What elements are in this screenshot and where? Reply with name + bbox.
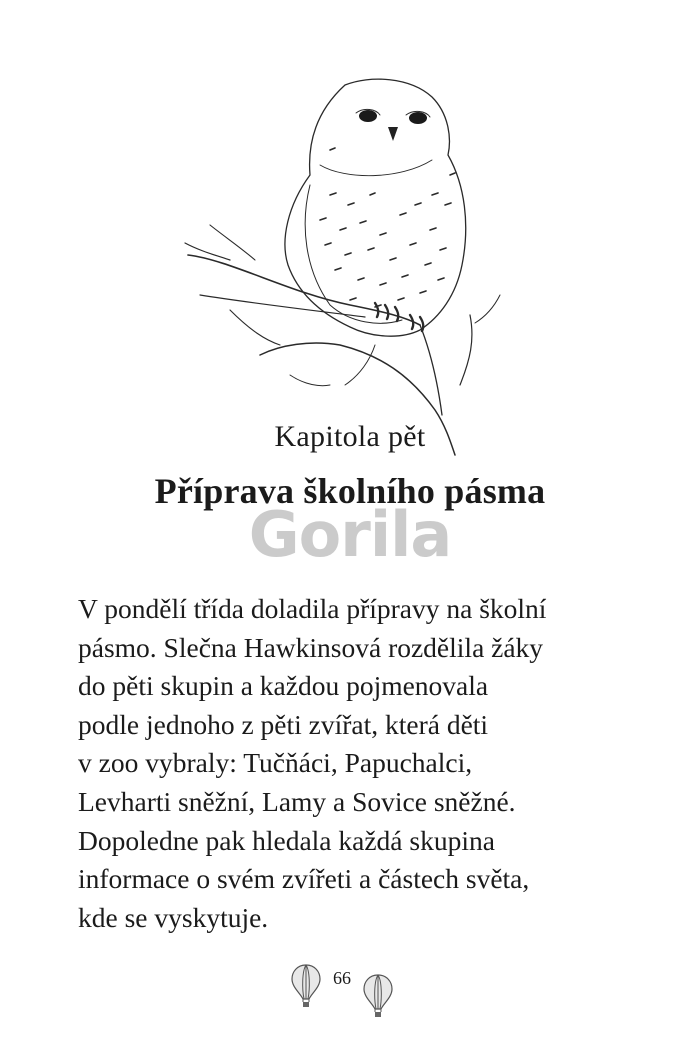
- chapter-number: Kapitola pět: [274, 420, 426, 453]
- snowy-owl-icon: [170, 55, 510, 465]
- paragraph-line: kde se vyskytuje.: [78, 901, 269, 933]
- paragraph-line: Levharti sněžní, Lamy a Sovice sněžné.: [78, 785, 516, 817]
- paragraph-line: Dopoledne pak hledala každá skupina: [78, 824, 495, 856]
- paragraph-line: do pěti skupin a každou pojmenovala: [78, 670, 489, 702]
- paragraph-line: V pondělí třída doladila přípravy na školní: [78, 593, 547, 624]
- page-number: 66: [333, 968, 351, 988]
- body-paragraph: [78, 590, 638, 937]
- paragraph-line: pásmo. Slečna Hawkinsová rozdělila žáky: [78, 631, 544, 663]
- paragraph-line: informace o svém zvířeti a částech světa,: [78, 863, 530, 895]
- hot-air-balloon-icon: [362, 973, 394, 1019]
- chapter-title: Příprava školního pásma: [154, 471, 546, 511]
- page-footer: [0, 955, 700, 1015]
- watermark: Gorila: [248, 498, 452, 571]
- paragraph-line: v zoo vybraly: Tučňáci, Papuchalci,: [78, 747, 473, 779]
- hot-air-balloon-icon: [290, 963, 322, 1009]
- paragraph-line: podle jednoho z pěti zvířat, která děti: [78, 708, 489, 740]
